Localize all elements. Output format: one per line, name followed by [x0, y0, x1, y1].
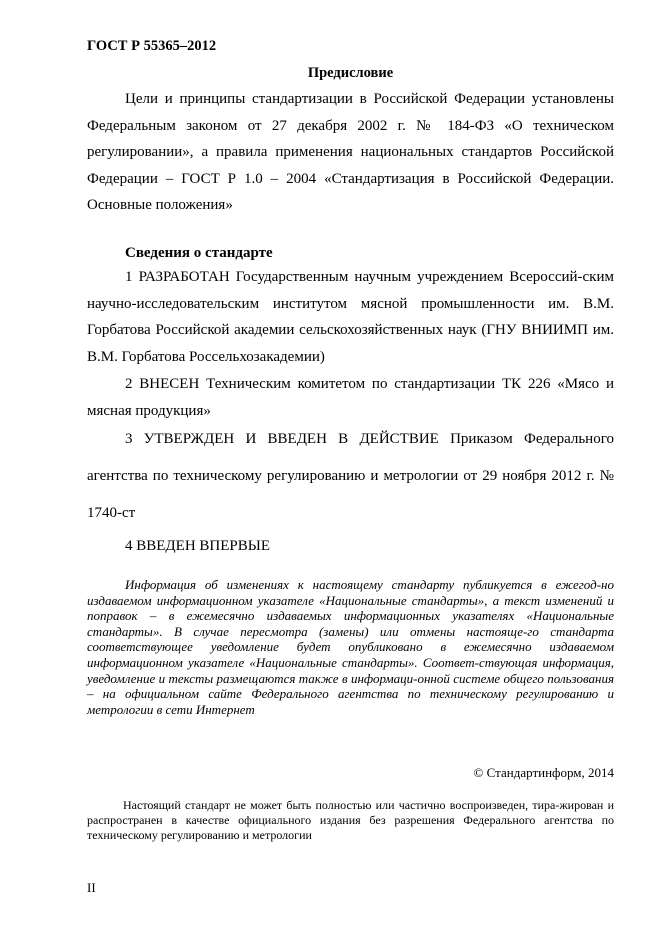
standard-info-item-4: 4 ВВЕДЕН ВПЕРВЫЕ — [125, 538, 270, 554]
standard-info-item-3: 3 УТВЕРЖДЕН И ВВЕДЕН В ДЕЙСТВИЕ Приказом Федерального агентства по техническому регулированию и метрологии от 29 ноября 2012 г. № 1740-ст — [87, 431, 614, 521]
reproduction-notice: Настоящий стандарт не может быть полностью или частично воспроизведен, тира-жирован и распространен в качестве официального издания без разрешения Федерального агентства по техническому регулированию и метрологии — [87, 798, 614, 842]
page-number: II — [87, 880, 96, 895]
preface-text: Цели и принципы стандартизации в Российской Федерации установлены Федеральным законом от 27 декабря 2002 г. № 184-ФЗ «О техническом регулировании», а правила применения национальных стандартов Российской Федерации – ГОСТ Р 1.0 – 2004 «Стандартизация в Российской Федерации. Основные положения» — [87, 91, 614, 213]
standard-info-heading: Сведения о стандарте — [125, 245, 273, 261]
standard-info-item-1: 1 РАЗРАБОТАН Государственным научным учреждением Всероссий-ским научно-исследовательским институтом мясной промышленности им. В.М. Горбатова Российской академии сельскохозяйственных наук (ГНУ ВНИИМП им. В.М. Горбатова Россельхозакадемии) — [87, 269, 614, 365]
document-code: ГОСТ Р 55365–2012 — [87, 38, 217, 54]
preface-title: Предисловие — [307, 65, 394, 81]
amendments-info: Информация об изменениях к настоящему стандарту публикуется в ежегод-но издаваемом информационном указателе «Национальные стандарты», а текст изменений и поправок – в ежемесячно издаваемых информационных указателях «Национальные стандарты». В случае пересмотра (замены) или отмены настояще-го стандарта соответствующее уведомление будет опубликовано в ежемесячно издаваемом информационном указателе «Национальные стандарты». Соответ-ствующая информация, уведомление и тексты размещаются также в информаци-онной системе общего пользования – на официальном сайте Федерального агентства по техническому регулированию и метрологии в сети Интернет — [87, 577, 614, 717]
copyright: © Стандартинформ, 2014 — [473, 765, 614, 780]
standard-info-item-2: 2 ВНЕСЕН Техническим комитетом по стандартизации ТК 226 «Мясо и мясная продукция» — [87, 376, 614, 419]
